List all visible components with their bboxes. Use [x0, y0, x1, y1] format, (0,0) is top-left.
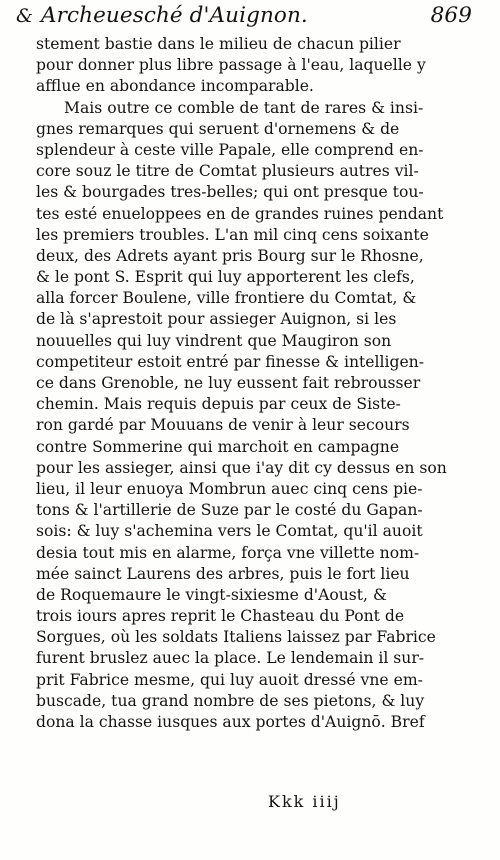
text-line: gnes remarques qui seruent d'ornemens & de [36, 119, 400, 138]
text-line: ce dans Grenoble, ne luy eussent fait rebrousser [36, 374, 421, 392]
running-title [16, 3, 308, 28]
text-line: splendeur à ceste ville Papale, elle comprend en- [36, 140, 424, 159]
text-line: pour les assieger, ainsi que i'ay dit cy dessus en son [36, 458, 447, 477]
text-line: sois: & luy s'achemina vers le Comtat, qu'il auoit [36, 522, 423, 541]
text-line: & le pont S. Esprit qui luy apporterent les clefs, [36, 268, 415, 287]
text-line: afflue en abondance incomparable. [36, 77, 314, 96]
text-line: mée sainct Laurens des arbres, puis le fort lieu [36, 564, 410, 583]
text-line: trois iours apres reprit le Chasteau du Pont de [36, 607, 405, 626]
text-line: chemin. Mais requis depuis par ceux de Siste- [36, 395, 401, 414]
text-line: Mais outre ce comble de tant de rares & insi- [64, 98, 424, 117]
body-text [36, 34, 472, 733]
text-line: Sorgues, où les soldats Italiens laissez par Fabrice [36, 628, 436, 647]
page-number: 869 [430, 3, 472, 28]
text-line: desia tout mis en alarme, força vne villette nom- [36, 543, 420, 562]
text-line: tes esté enueloppees en de grandes ruines pendant [36, 204, 444, 223]
text-line: prit Fabrice mesme, qui luy auoit dressé vne em- [36, 670, 423, 689]
text-line: core souz le titre de Comtat plusieurs autres vil- [36, 162, 419, 181]
text-line: les & bourgades tres-belles; qui ont presque tou- [36, 183, 424, 202]
running-header [16, 3, 472, 29]
text-line: de Roquemaure le vingt-sixiesme d'Aoust, & [36, 585, 387, 604]
text-line: tons & l'artillerie de Suze par le costé du Gapan- [36, 501, 423, 520]
text-line: lieu, il leur enuoya Mombrun auec cinq cens pie- [36, 479, 423, 498]
header-ampersand: & [16, 5, 34, 27]
text-line: stement bastie dans le milieu de chacun pilier [36, 35, 401, 53]
signature-mark: Kkk iiij [268, 792, 341, 811]
text-line: furent bruslez auec la place. Le lendemain il sur- [36, 649, 425, 668]
text-line: competiteur estoit entré par finesse & intelligen- [36, 352, 424, 371]
text-line: deux, des Adrets ayant pris Bourg sur le Rhosne, [36, 246, 424, 265]
header-title: Archeuesché d'Auignon. [41, 3, 308, 28]
text-line: pour donner plus libre passage à l'eau, laquelle y [36, 56, 426, 75]
text-line: nouuelles qui luy vindrent que Maugiron son [36, 331, 392, 350]
text-line: les premiers troubles. L'an mil cinq cens soixante [36, 225, 429, 244]
text-line: buscade, tua grand nombre de ses pietons, & luy [36, 691, 425, 710]
text-line: ron gardé par Mouuans de venir à leur secours [36, 416, 410, 435]
text-line: alla forcer Boulene, ville frontiere du Comtat, & [36, 289, 417, 308]
text-line: contre Sommerine qui marchoit en campagne [36, 437, 400, 456]
text-line: de là s'aprestoit pour assieger Auignon, si les [36, 310, 397, 329]
text-line: dona la chasse iusques aux portes d'Auignō. Bref [36, 713, 425, 731]
